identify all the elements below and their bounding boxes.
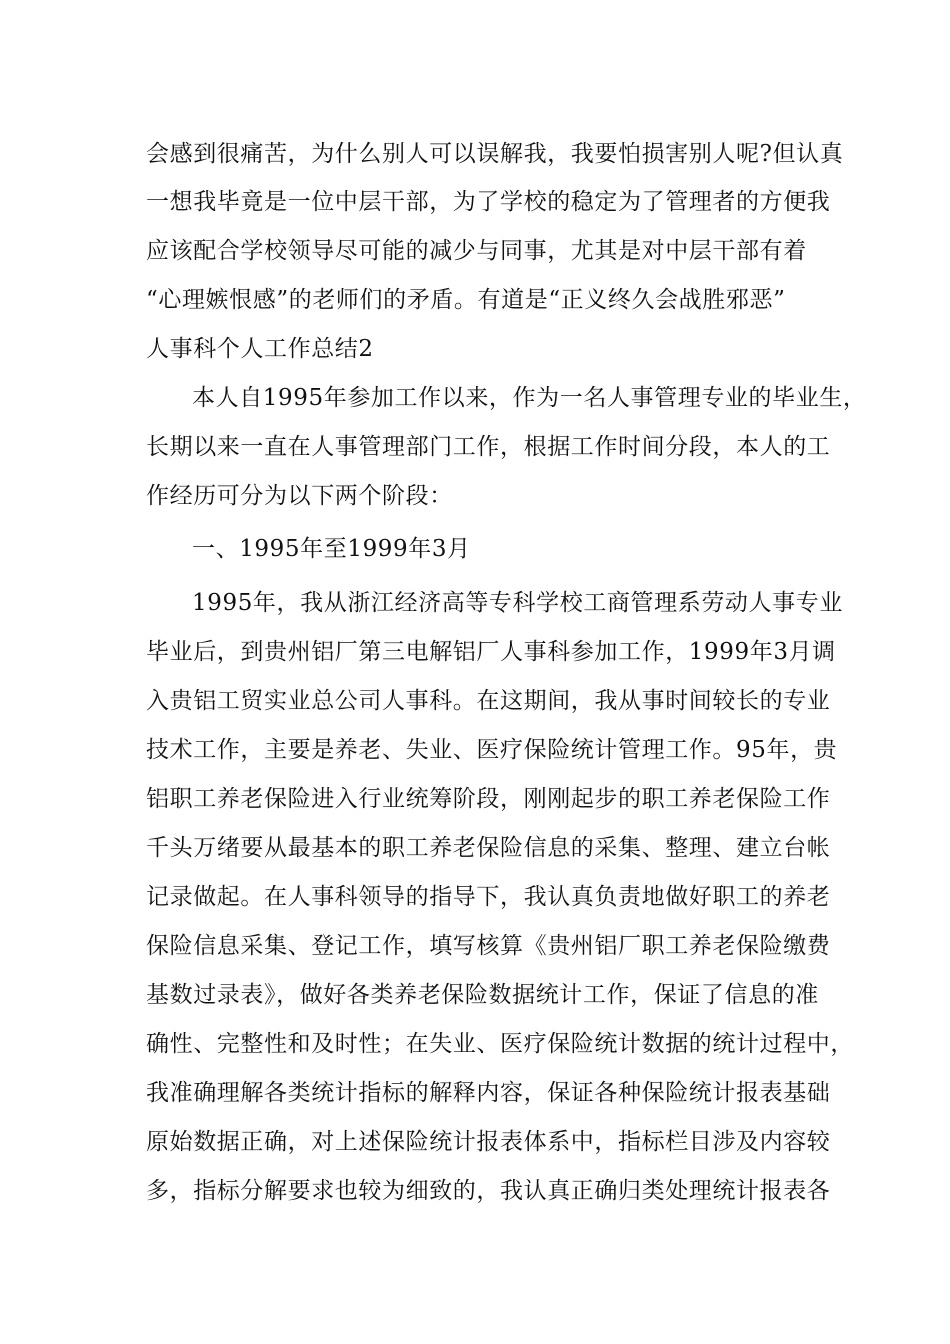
text-line: 多，指标分解要求也较为细致的，我认真正确归类处理统计报表各 — [146, 1178, 831, 1204]
text-line: 基数过录表》，做好各类养老保险数据统计工作，保证了信息的准 — [146, 982, 819, 1008]
section-heading: 人事科个人工作总结2 — [146, 336, 374, 362]
text-line: 技术工作，主要是养老、失业、医疗保险统计管理工作。95年，贵 — [146, 737, 838, 763]
paragraph-first-line: 本人自1995年参加工作以来，作为一名人事管理专业的毕业生， — [192, 385, 867, 411]
text-line: 铝职工养老保险进入行业统筹阶段，刚刚起步的职工养老保险工作 — [146, 786, 831, 812]
text-line: 长期以来一直在人事管理部门工作，根据工作时间分段，本人的工 — [146, 434, 831, 460]
text-line: 确性、完整性和及时性；在失业、医疗保险统计数据的统计过程中， — [146, 1031, 854, 1057]
text-line: 作经历可分为以下两个阶段： — [146, 483, 453, 509]
text-line: 毕业后，到贵州铝厂第三电解铝厂人事科参加工作，1999年3月调 — [146, 639, 836, 665]
text-line: 记录做起。在人事科领导的指导下，我认真负责地做好职工的养老 — [146, 884, 831, 910]
text-line: “心理嫉恨感”的老师们的矛盾。有道是“正义终久会战胜邪恶” — [146, 287, 786, 313]
text-line: 会感到很痛苦，为什么别人可以误解我，我要怕损害别人呢?但认真 — [146, 141, 844, 167]
subsection-heading: 一、1995年至1999年3月 — [192, 536, 471, 562]
text-line: 千头万绪要从最基本的职工养老保险信息的采集、整理、建立台帐 — [146, 835, 831, 861]
text-line: 原始数据正确，对上述保险统计报表体系中，指标栏目涉及内容较 — [146, 1129, 831, 1155]
text-line: 一想我毕竟是一位中层干部，为了学校的稳定为了管理者的方便我 — [146, 189, 831, 215]
text-line: 我准确理解各类统计指标的解释内容，保证各种保险统计报表基础 — [146, 1080, 831, 1106]
text-line: 应该配合学校领导尽可能的减少与同事，尤其是对中层干部有着 — [146, 238, 807, 264]
text-line: 入贵铝工贸实业总公司人事科。在这期间，我从事时间较长的专业 — [146, 688, 831, 714]
paragraph-first-line: 1995年，我从浙江经济高等专科学校工商管理系劳动人事专业 — [192, 590, 843, 616]
text-line: 保险信息采集、登记工作，填写核算《贵州铝厂职工养老保险缴费 — [146, 933, 831, 959]
